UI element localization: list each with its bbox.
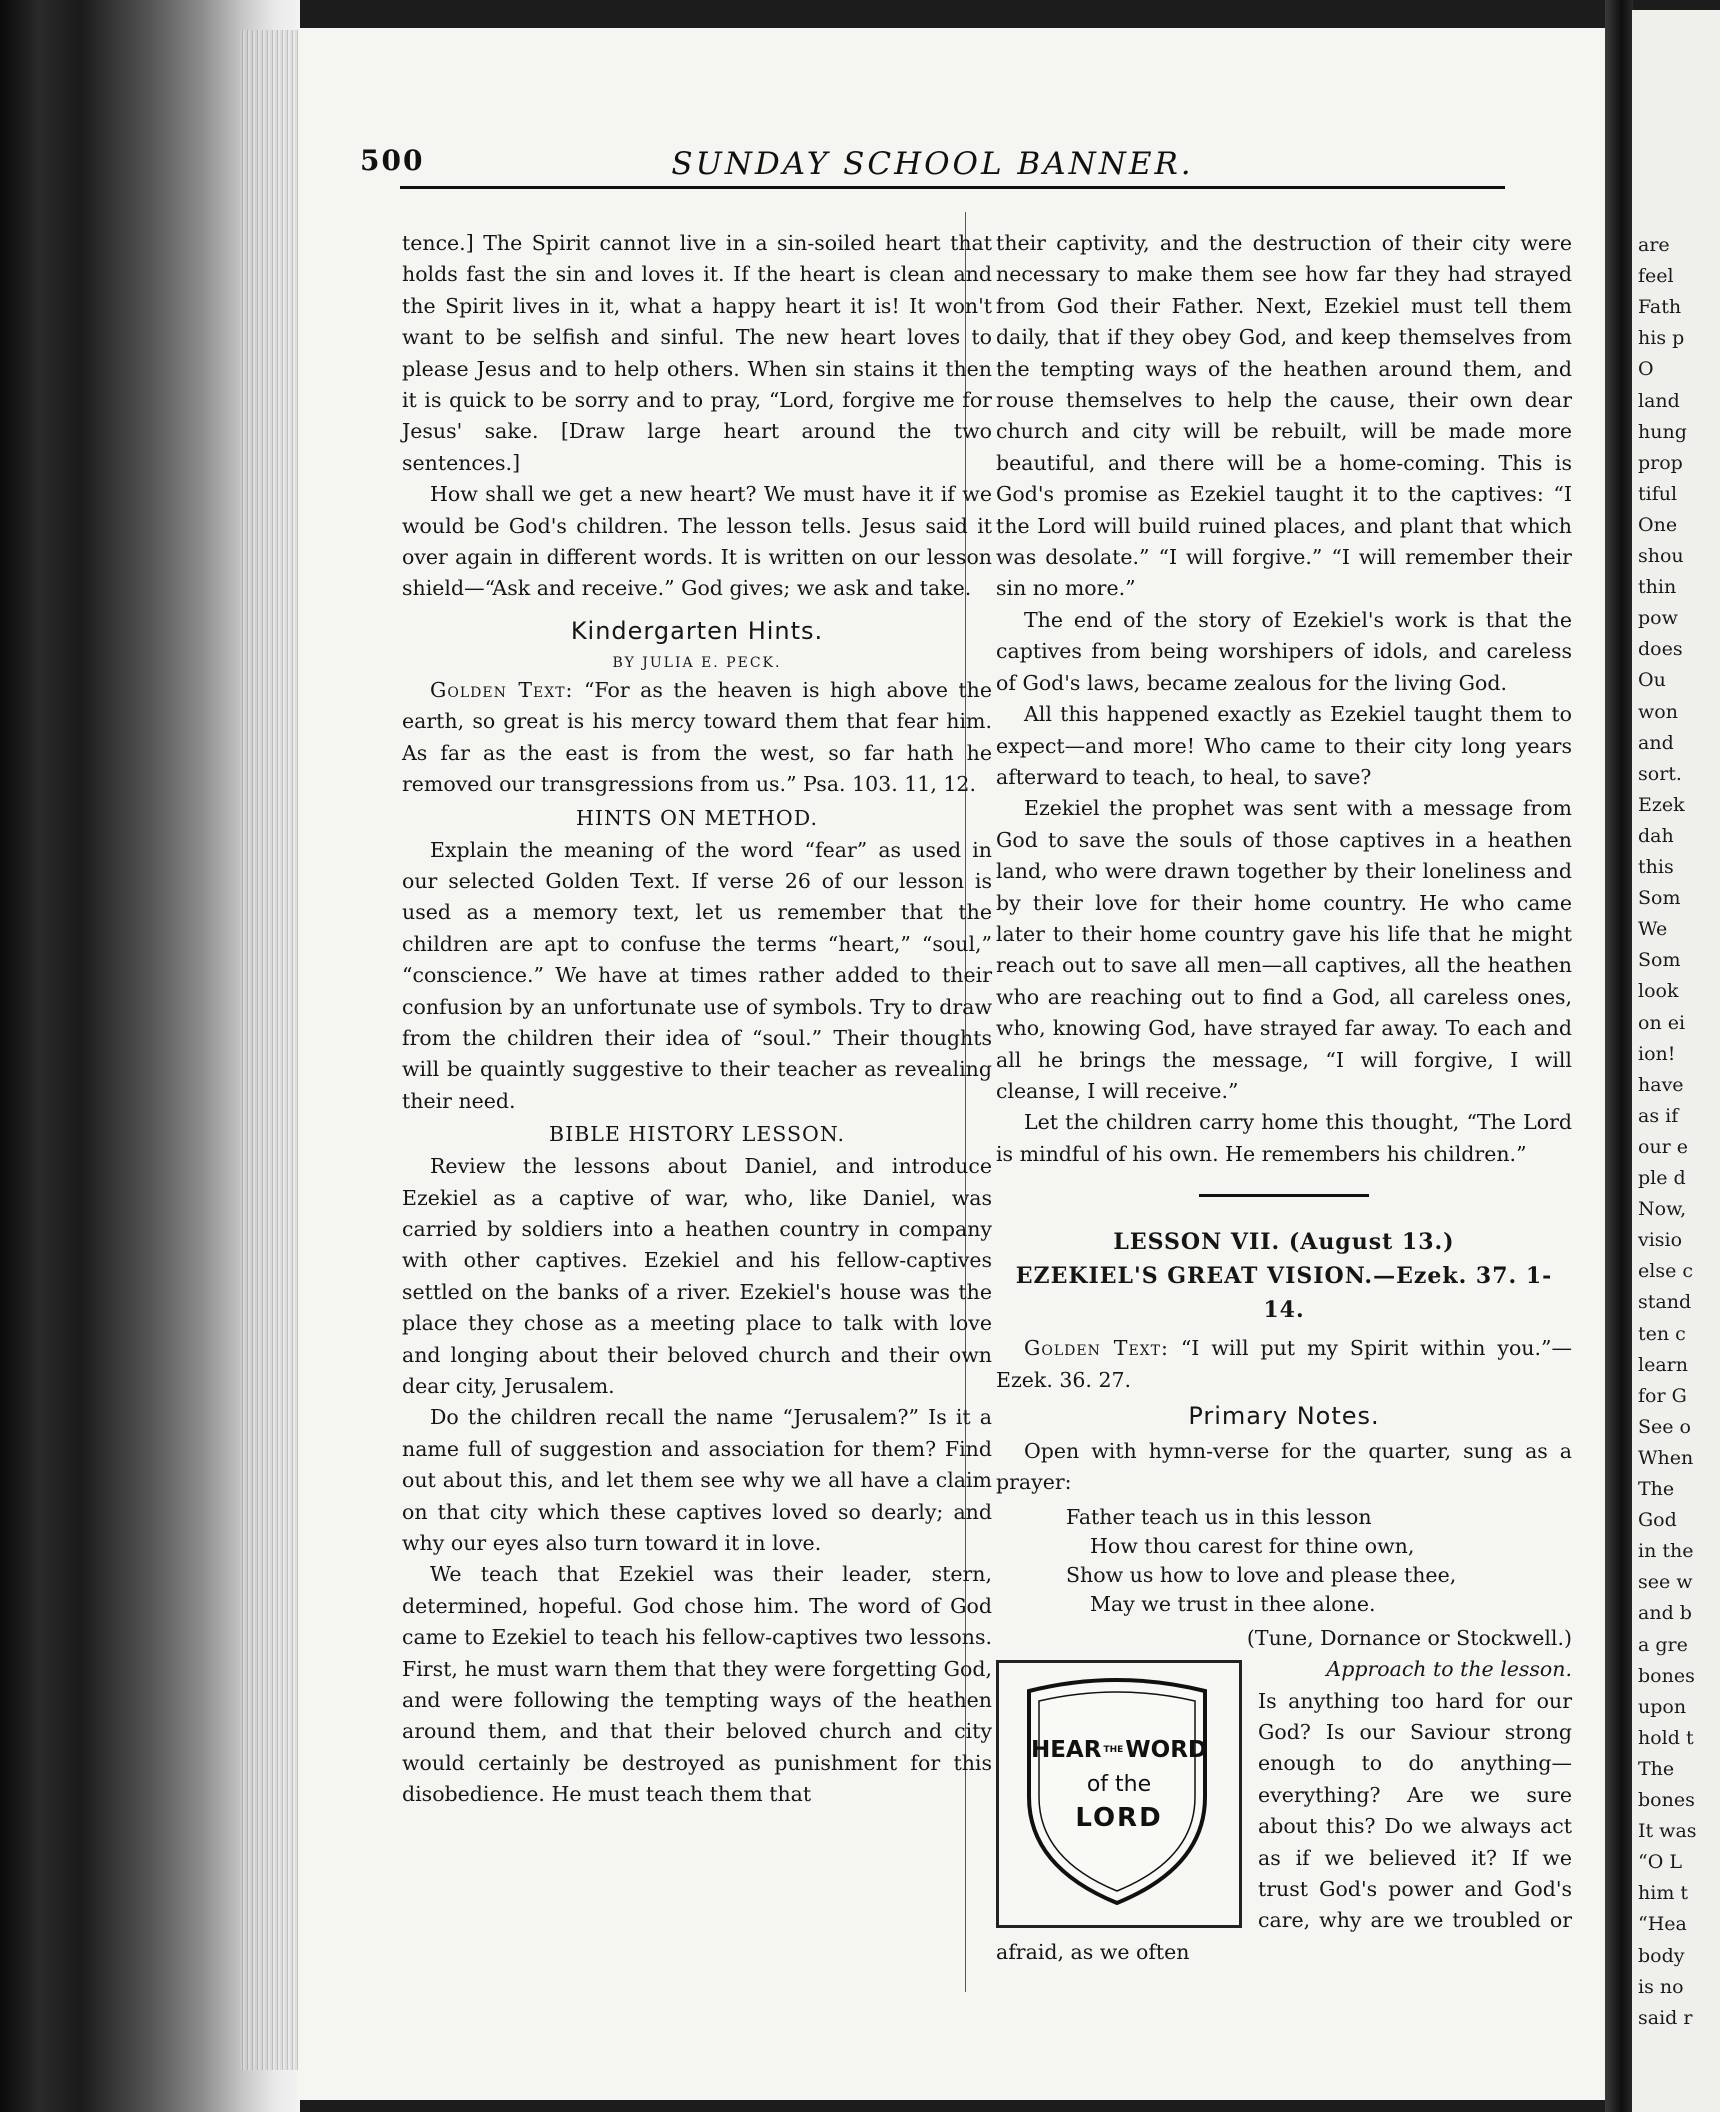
lesson-heading: LESSON VII. (August 13.)	[1113, 1229, 1455, 1256]
paragraph: We teach that Ezekiel was their leader, stern, determined, hopeful. God chose him. The word of God came to Ezekiel to teach his fellow-captives two lessons. First, he must warn them that they were forgetting God, and were following the tempting ways of the heathen around them, and that their beloved church and city would certainly be destroyed as punishment for this disobedience. He must teach them that	[402, 1562, 992, 1807]
facing-page-text: Now,	[1638, 1198, 1687, 1221]
facing-page-text: thin	[1638, 576, 1677, 599]
facing-page-text: as if	[1638, 1104, 1679, 1127]
facing-page-text: ion!	[1638, 1042, 1676, 1065]
author-byline: BY JULIA E. PECK.	[612, 654, 782, 671]
section-title-method: HINTS ON METHOD.	[576, 805, 818, 830]
page-edges	[240, 30, 300, 2070]
facing-page-text: bones	[1638, 1664, 1695, 1687]
facing-page-text: shou	[1638, 545, 1684, 567]
shield-line-2: of the	[1086, 1772, 1152, 1798]
shield-line-3: LORD	[1075, 1803, 1163, 1834]
facing-page-text: have	[1638, 1073, 1684, 1096]
facing-page-text: and b	[1638, 1602, 1692, 1625]
facing-page-text: stand	[1638, 1291, 1692, 1314]
facing-page-text: pow	[1638, 607, 1678, 630]
paragraph: Do the children recall the name “Jerusalem?” Is it a name full of suggestion and association for them? Find out about this, and let them see why we all have a claim on that city which these captives loved so dearly; and why our eyes also turn toward it in love.	[402, 1405, 992, 1556]
facing-page-text: Som	[1638, 887, 1681, 910]
facing-page-text: O	[1638, 358, 1654, 381]
facing-page-text: a gre	[1638, 1633, 1688, 1656]
facing-page-text: We	[1638, 918, 1668, 941]
facing-page-text: Ezek	[1638, 793, 1685, 816]
lesson-title: EZEKIEL'S GREAT VISION.—Ezek. 37. 1-14.	[1015, 1263, 1553, 1324]
section-title-history: BIBLE HISTORY LESSON.	[549, 1122, 845, 1147]
facing-page-text: dah	[1638, 824, 1674, 847]
golden-text: “For as the heaven is high above the earth, so great is his mercy toward them that fear him. As far as the east is from the west, so far hath he removed our transgressions from us.” Psa. 103. 11, 12.	[402, 677, 993, 797]
facing-page-text: Som	[1638, 949, 1681, 972]
paragraph: tence.] The Spirit cannot live in a sin-soiled heart that holds fast the sin and loves it. If the heart is clean and the Spirit lives in it, what a happy heart it is! It won't want to be selfish and sinful. The new heart loves to please Jesus and to help others. When sin stains it then it is quick to be sorry and to pray, “Lord, forgive me for Jesus' sake. [Draw large heart around the two sentences.]	[402, 231, 992, 475]
shield-line-1: HEAR $^{THE}$WORD	[1030, 1737, 1208, 1764]
paragraph: Ezekiel the prophet was sent with a message from God to save the souls of those captives in a heathen land, who were drawn together by their loneliness and by their love for their home country. He who came later to their home country gave his life that he might reach out to save all men—all captives, all the heathen who are reaching out to find a God, all careless ones, who, knowing God, have strayed far away. To each and all he brings the message, “I will forgive, I will cleanse, I will receive.”	[996, 796, 1572, 1103]
golden-text-label: Golden Text:	[430, 677, 574, 702]
lesson-shield-illustration	[996, 1660, 1242, 1928]
paragraph: Review the lessons about Daniel, and introduce Ezekiel as a captive of war, who, like Daniel, was carried by soldiers into a heathen country in company with other captives. Ezekiel and his fellow-captives settled on the banks of a river. Ezekiel's house was the place they chose as a meeting place to talk with love and longing about their beloved church and their own dear city, Jerusalem.	[402, 1154, 992, 1398]
running-title: SUNDAY SCHOOL BANNER.	[671, 146, 1194, 182]
facing-page-text: feel	[1638, 265, 1674, 288]
hymn-verse	[1066, 1503, 1572, 1619]
facing-page-text: The	[1638, 1478, 1675, 1500]
facing-page-text: upon	[1638, 1695, 1687, 1718]
left-column	[402, 228, 992, 1811]
facing-page-text: learn	[1638, 1353, 1688, 1376]
facing-page-text: ple d	[1638, 1167, 1686, 1189]
facing-page-text: see w	[1638, 1571, 1693, 1594]
facing-page-text: does	[1638, 638, 1683, 661]
facing-page-text: “O L	[1638, 1851, 1682, 1874]
book-gutter	[1605, 0, 1633, 2112]
hymn-line: May we trust in thee alone.	[1090, 1591, 1376, 1616]
page-number: 500	[360, 144, 425, 177]
section-title-kindergarten: Kindergarten Hints.	[570, 616, 824, 645]
paragraph: Explain the meaning of the word “fear” as used in our selected Golden Text. If verse 26 of our lesson is used as a memory text, let us remember that the children are apt to confuse the terms “heart,” “soul,” “conscience.” We have at times rather added to their confusion by an unfortunate use of symbols. Try to draw from the children their idea of “soul.” Their thoughts will be quaintly suggestive to their teacher as revealing their need.	[402, 837, 992, 1113]
paragraph: their captivity, and the destruction of their city were necessary to make them see how far they had strayed from God their Father. Next, Ezekiel must tell them daily, that if they obey God, and keep themselves from the tempting ways of the heathen around them, and rouse themselves to help the cause, their own dear church and city will be rebuilt, will be made more beautiful, and there will be a home-coming. This is God's promise as Ezekiel taught it to the captives: “I the Lord will build ruined places, and plant that which was desolate.” “I will forgive.” “I will remember their sin no more.”	[996, 231, 1572, 601]
facing-page-text: prop	[1638, 451, 1683, 474]
golden-text-label: Golden Text:	[1024, 1336, 1169, 1361]
facing-page-text: this	[1638, 856, 1674, 878]
facing-page-text: else c	[1638, 1260, 1693, 1283]
facing-page-text: are	[1638, 234, 1670, 256]
facing-page-text: in the	[1638, 1540, 1694, 1563]
facing-page-text: bones	[1638, 1789, 1695, 1811]
header-rule	[400, 186, 1505, 189]
right-column	[996, 228, 1572, 1968]
facing-page-text: sort.	[1638, 762, 1682, 785]
facing-page-text: said r	[1638, 2006, 1693, 2029]
facing-page-text: visio	[1638, 1229, 1683, 1252]
golden-text: “I will put my Spirit within you.”—Ezek. 36. 27.	[996, 1336, 1572, 1392]
facing-page-text: It was	[1638, 1820, 1697, 1843]
facing-page-text: for G	[1638, 1384, 1687, 1407]
tune-note: (Tune, Dornance or Stockwell.)	[1246, 1625, 1572, 1650]
paragraph: Is anything too hard for our God? Is our Saviour strong enough to do anything—everything? Are we sure about this? Do we always act as if we believed it? If we trust God's power and God's care, why are we troubled or afraid, as we often	[996, 1688, 1572, 1964]
facing-page-text: his p	[1638, 327, 1685, 350]
facing-page-text: him t	[1638, 1882, 1689, 1905]
hymn-line: Father teach us in this lesson	[1066, 1504, 1372, 1529]
facing-page-text: on ei	[1638, 1011, 1686, 1034]
facing-page-text: hung	[1638, 420, 1687, 443]
approach-heading: Approach to the lesson.	[1326, 1657, 1572, 1682]
facing-page-text: our e	[1638, 1135, 1689, 1158]
section-title-primary: Primary Notes.	[1188, 1402, 1380, 1430]
paragraph: Let the children carry home this thought, “The Lord is mindful of his own. He remembers his children.”	[996, 1110, 1572, 1166]
facing-page-text: body	[1638, 1944, 1685, 1967]
facing-page-text: God	[1638, 1509, 1677, 1532]
hymn-line: How thou carest for thine own,	[1090, 1533, 1415, 1558]
facing-page-text: Fath	[1638, 296, 1682, 319]
facing-page-text: See o	[1638, 1415, 1691, 1438]
paragraph: Open with hymn-verse for the quarter, sung as a prayer:	[996, 1439, 1572, 1495]
facing-page-text: One	[1638, 513, 1678, 536]
facing-page-text: When	[1638, 1446, 1694, 1469]
paragraph: All this happened exactly as Ezekiel taught them to expect—and more! Who came to their city long years afterward to teach, to heal, to save?	[996, 702, 1572, 789]
facing-page-fragment	[1632, 10, 1720, 2112]
golden-text-paragraph	[996, 1333, 1572, 1396]
facing-page-text: look	[1638, 980, 1679, 1003]
paragraph: How shall we get a new heart? We must have it if we would be God's children. The lesson tells. Jesus said it over again in different words. It is written on our lesson shield—“Ask and receive.” God gives; we ask and take.	[402, 482, 992, 601]
facing-page-text: Ou	[1638, 669, 1666, 692]
facing-page-text: and	[1638, 731, 1674, 754]
golden-text-paragraph	[402, 675, 992, 801]
facing-page-text: land	[1638, 389, 1680, 412]
facing-page-text: ten c	[1638, 1322, 1686, 1345]
paragraph: The end of the story of Ezekiel's work is that the captives from being worshipers of idols, and careless of God's laws, became zealous for the living God.	[996, 607, 1572, 695]
facing-page-text: won	[1638, 700, 1678, 723]
page-header	[360, 138, 1505, 188]
facing-page-text: “Hea	[1638, 1913, 1687, 1936]
facing-page-text: tiful	[1638, 482, 1678, 505]
facing-page-text: The	[1638, 1757, 1675, 1780]
facing-page-text: hold t	[1638, 1726, 1694, 1749]
hymn-line: Show us how to love and please thee,	[1066, 1562, 1457, 1587]
facing-page-text: is no	[1638, 1975, 1684, 1998]
section-rule	[1199, 1194, 1369, 1197]
